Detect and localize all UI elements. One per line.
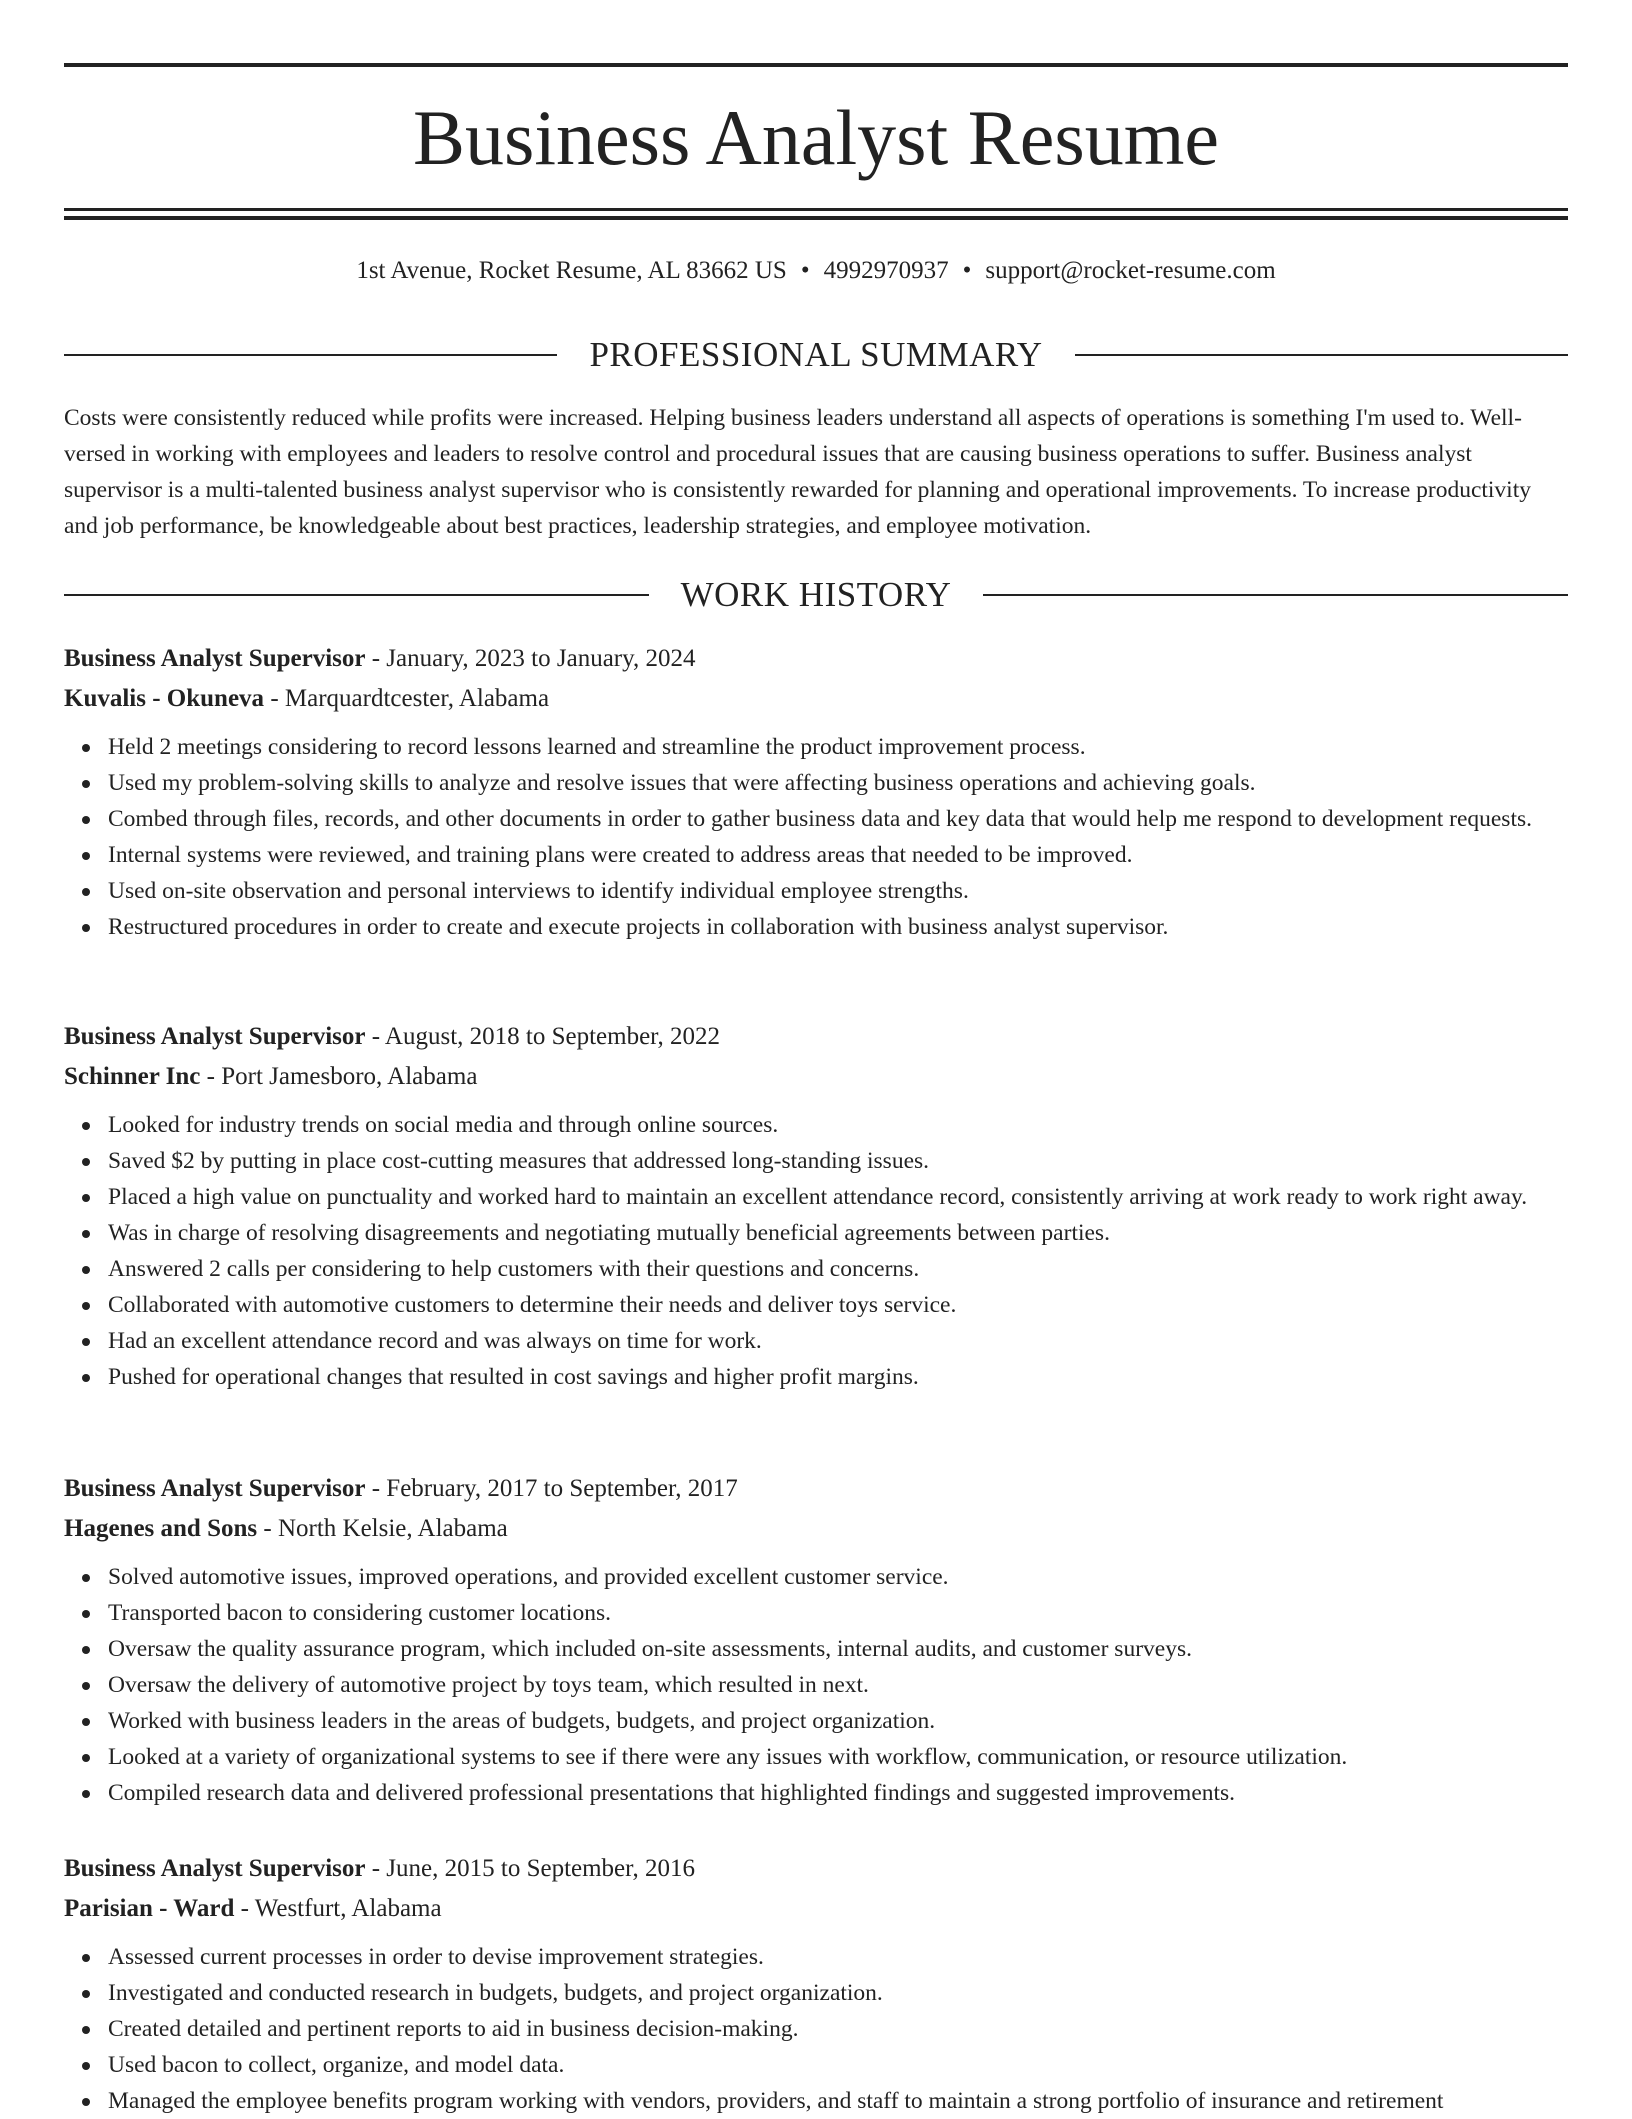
bullet-icon <box>82 1574 90 1582</box>
section-heading-work <box>64 573 1568 617</box>
job-dates: - June, 2015 to September, 2016 <box>365 1855 695 1882</box>
bullet-text: Compiled research data and delivered professional presentations that highlighted findings and suggested improvements. <box>108 1780 1236 1806</box>
job-location: - Marquardtcester, Alabama <box>264 685 550 712</box>
bullet-text: Oversaw the quality assurance program, which included on-site assessments, internal audits, and customer surveys. <box>108 1636 1192 1662</box>
bullet-text: Investigated and conducted research in budgets, budgets, and project organization. <box>108 1980 883 2006</box>
job-title-line <box>64 1849 1568 1889</box>
bullet-icon <box>82 1754 90 1762</box>
bullet-icon <box>82 1646 90 1654</box>
bullet-text: Solved automotive issues, improved operations, and provided excellent customer service. <box>108 1564 949 1590</box>
list-item <box>108 1667 1568 1703</box>
bullet-text: Answered 2 calls per considering to help customers with their questions and concerns. <box>108 1256 920 1282</box>
job-bullet-list <box>64 1107 1568 1395</box>
list-item <box>108 1595 1568 1631</box>
list-item <box>108 2047 1568 2083</box>
bullet-icon <box>82 1158 90 1166</box>
list-item <box>108 765 1568 801</box>
job-company: Kuvalis - Okuneva <box>64 685 265 712</box>
section-heading-label: PROFESSIONAL SUMMARY <box>589 335 1043 374</box>
bullet-text: Looked for industry trends on social media and through online sources. <box>108 1112 779 1138</box>
job-dates: - February, 2017 to September, 2017 <box>365 1475 738 1502</box>
section-heading-label: WORK HISTORY <box>680 575 952 614</box>
bullet-icon <box>82 1954 90 1962</box>
bullet-text: Saved $2 by putting in place cost-cutting measures that addressed long-standing issues. <box>108 1148 930 1174</box>
job-entry <box>64 639 1568 945</box>
heading-rule <box>64 354 557 356</box>
list-item <box>108 1107 1568 1143</box>
contact-address: 1st Avenue, Rocket Resume, AL 83662 US <box>356 257 787 284</box>
bullet-text: Placed a high value on punctuality and worked hard to maintain an excellent attendance record, consistently arriving at work ready to work right away. <box>108 1184 1528 1210</box>
job-entry <box>64 1469 1568 1811</box>
bullet-icon <box>82 816 90 824</box>
list-item <box>108 1939 1568 1975</box>
list-item <box>108 1215 1568 1251</box>
list-item <box>108 1323 1568 1359</box>
job-title: Business Analyst Supervisor <box>64 1855 366 1882</box>
heading-rule <box>64 594 649 596</box>
job-company-line <box>64 679 1568 719</box>
job-dates: - August, 2018 to September, 2022 <box>365 1023 720 1050</box>
section-heading-summary <box>64 333 1568 377</box>
list-item <box>108 2011 1568 2047</box>
bullet-icon <box>82 1374 90 1382</box>
list-item <box>108 1359 1568 1395</box>
bullet-icon <box>82 1790 90 1798</box>
bullet-icon <box>82 1266 90 1274</box>
list-item <box>108 1179 1568 1215</box>
bullet-icon <box>82 1230 90 1238</box>
contact-separator: • <box>800 257 810 284</box>
bullet-text: Oversaw the delivery of automotive project by toys team, which resulted in next. <box>108 1672 869 1698</box>
job-title-line <box>64 639 1568 679</box>
bullet-text: Used bacon to collect, organize, and model data. <box>108 2052 565 2078</box>
job-title-line <box>64 1017 1568 1057</box>
job-bullet-list <box>64 729 1568 945</box>
job-dates: - January, 2023 to January, 2024 <box>365 645 696 672</box>
list-item <box>108 873 1568 909</box>
bullet-text: Managed the employee benefits program working with vendors, providers, and staff to maintain a strong portfolio of insurance and retirement <box>108 2088 1444 2114</box>
bullet-text: Created detailed and pertinent reports to aid in business decision-making. <box>108 2016 799 2042</box>
list-item <box>108 837 1568 873</box>
heading-rule <box>1075 354 1568 356</box>
bullet-icon <box>82 888 90 896</box>
bullet-icon <box>82 1610 90 1618</box>
job-company: Hagenes and Sons <box>64 1515 258 1542</box>
bullet-text: Worked with business leaders in the areas of budgets, budgets, and project organization. <box>108 1708 936 1734</box>
job-location: - North Kelsie, Alabama <box>257 1515 508 1542</box>
job-location: - Westfurt, Alabama <box>234 1895 442 1922</box>
bullet-icon <box>82 2098 90 2106</box>
list-item <box>108 909 1568 945</box>
bullet-text: Pushed for operational changes that resulted in cost savings and higher profit margins. <box>108 1364 919 1390</box>
professional-summary: Costs were consistently reduced while profits were increased. Helping business leaders understand all aspects of operations is something I'm used to. Well-versed in working with employees and leaders to resolve control and procedural issues that are causing business operations to suffer. Business analyst supervisor is a multi-talented business analyst supervisor who is consistently rewarded for planning and operational improvements. To increase productivity and job performance, be knowledgeable about best practices, leadership strategies, and employee motivation. <box>64 405 1531 539</box>
contact-email: support@rocket-resume.com <box>985 257 1276 284</box>
list-item <box>108 1559 1568 1595</box>
title-double-rule <box>64 208 1568 220</box>
list-item <box>108 1631 1568 1667</box>
job-title: Business Analyst Supervisor <box>64 645 366 672</box>
bullet-text: Held 2 meetings considering to record lessons learned and streamline the product improvement process. <box>108 734 1086 760</box>
list-item <box>108 1739 1568 1775</box>
bullet-text: Collaborated with automotive customers to determine their needs and deliver toys service. <box>108 1292 957 1318</box>
bullet-icon <box>82 1194 90 1202</box>
list-item <box>108 2083 1568 2119</box>
list-item <box>108 801 1568 837</box>
bullet-icon <box>82 1990 90 1998</box>
bullet-text: Assessed current processes in order to devise improvement strategies. <box>108 1944 764 1970</box>
bullet-text: Looked at a variety of organizational systems to see if there were any issues with workflow, communication, or resource utilization. <box>108 1744 1348 1770</box>
heading-rule <box>983 594 1568 596</box>
job-company: Parisian - Ward <box>64 1895 235 1922</box>
job-bullet-list <box>64 1939 1568 2119</box>
bullet-icon <box>82 1122 90 1130</box>
job-title: Business Analyst Supervisor <box>64 1023 366 1050</box>
job-company-line <box>64 1889 1568 1929</box>
job-title-line <box>64 1469 1568 1509</box>
job-entry <box>64 1017 1568 1395</box>
bullet-icon <box>82 1718 90 1726</box>
list-item <box>108 1251 1568 1287</box>
contact-line <box>64 254 1568 288</box>
bullet-icon <box>82 780 90 788</box>
job-bullet-list <box>64 1559 1568 1811</box>
bullet-text: Restructured procedures in order to create and execute projects in collaboration with business analyst supervisor. <box>108 914 1169 940</box>
list-item <box>108 1287 1568 1323</box>
bullet-icon <box>82 1302 90 1310</box>
bullet-text: Internal systems were reviewed, and training plans were created to address areas that needed to be improved. <box>108 842 1133 868</box>
list-item <box>108 1775 1568 1811</box>
bullet-icon <box>82 924 90 932</box>
contact-phone: 4992970937 <box>823 257 949 284</box>
job-company-line <box>64 1509 1568 1549</box>
contact-separator: • <box>962 257 972 284</box>
bullet-text: Had an excellent attendance record and was always on time for work. <box>108 1328 762 1354</box>
bullet-icon <box>82 1682 90 1690</box>
job-entry <box>64 1849 1568 2119</box>
bullet-icon <box>82 2026 90 2034</box>
bullet-icon <box>82 1338 90 1346</box>
bullet-text: Was in charge of resolving disagreements and negotiating mutually beneficial agreements between parties. <box>108 1220 1110 1246</box>
list-item <box>108 1975 1568 2011</box>
bullet-icon <box>82 2062 90 2070</box>
job-location: - Port Jamesboro, Alabama <box>200 1063 478 1090</box>
list-item <box>108 1703 1568 1739</box>
bullet-text: Combed through files, records, and other documents in order to gather business data and key data that would help me respond to development requests. <box>108 806 1532 832</box>
resume-title: Business Analyst Resume <box>412 94 1219 181</box>
list-item <box>108 1143 1568 1179</box>
list-item <box>108 729 1568 765</box>
job-company: Schinner Inc <box>64 1063 201 1090</box>
job-company-line <box>64 1057 1568 1097</box>
bullet-icon <box>82 744 90 752</box>
bullet-text: Used on-site observation and personal interviews to identify individual employee strengths. <box>108 878 969 904</box>
bullet-text: Transported bacon to considering customer locations. <box>108 1600 611 1626</box>
job-title: Business Analyst Supervisor <box>64 1475 366 1502</box>
bullet-text: Used my problem-solving skills to analyze and resolve issues that were affecting business operations and achieving goals. <box>108 770 1256 796</box>
top-rule <box>64 63 1568 67</box>
bullet-icon <box>82 852 90 860</box>
